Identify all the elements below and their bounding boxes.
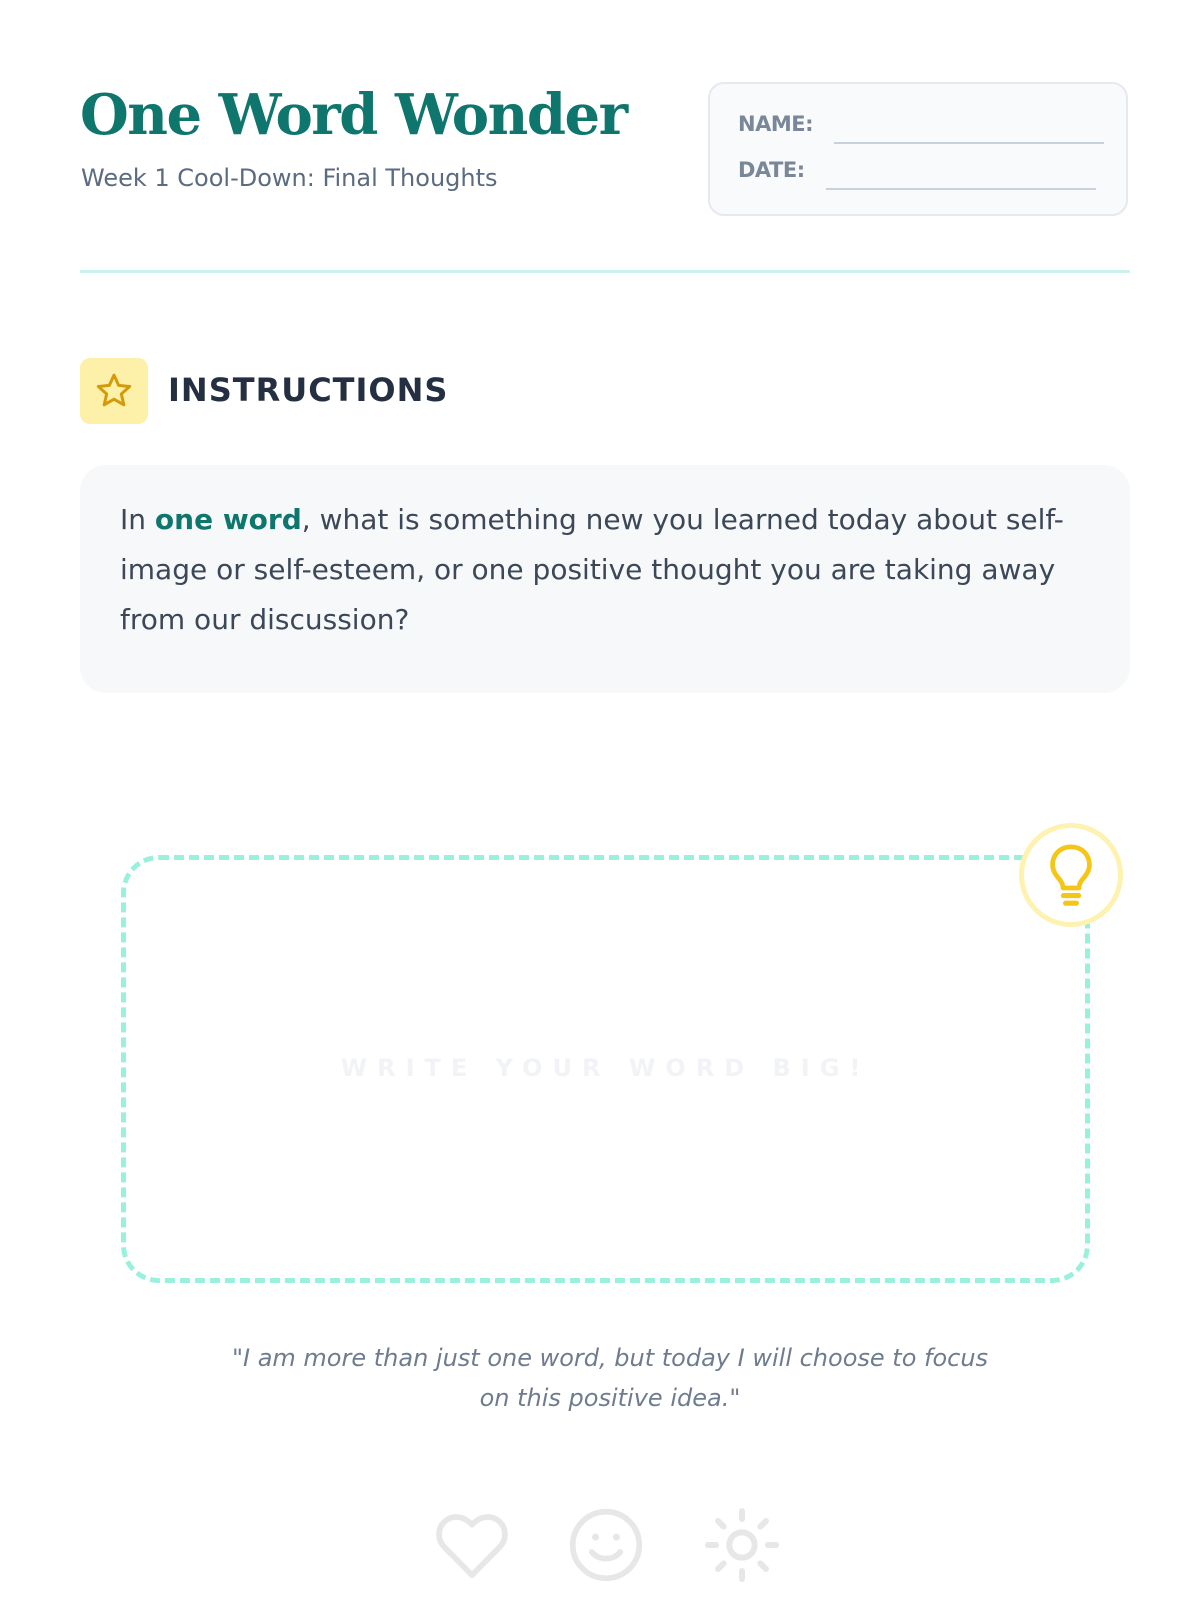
instructions-emphasis: one word [154, 503, 302, 536]
name-field[interactable] [834, 142, 1104, 144]
instructions-text-before: In [120, 503, 155, 536]
heart-icon [434, 1510, 510, 1580]
lightbulb-icon [1045, 842, 1097, 908]
lightbulb-badge [1019, 823, 1123, 927]
sun-icon [702, 1505, 782, 1585]
name-date-box [708, 82, 1128, 216]
instructions-text-after: , what is something new you learned today about self-image or self-esteem, or one positive thought you are taking away from our discussion? [120, 503, 1064, 636]
answer-box[interactable] [121, 855, 1090, 1283]
smile-icon [568, 1507, 644, 1583]
page-subtitle: Week 1 Cool-Down: Final Thoughts [81, 164, 498, 192]
header-divider [80, 270, 1130, 273]
quote-line-2: on this positive idea." [479, 1384, 741, 1412]
star-icon [94, 371, 134, 411]
answer-placeholder: WRITE YOUR WORD BIG! [340, 1054, 871, 1082]
instructions-text [120, 495, 1110, 645]
instructions-badge [80, 358, 148, 424]
instructions-heading: INSTRUCTIONS [168, 371, 449, 409]
date-label: DATE: [738, 158, 805, 182]
closing-quote [180, 1338, 1040, 1418]
quote-line-1: "I am more than just one word, but today I will choose to focus [231, 1344, 989, 1372]
date-field[interactable] [826, 188, 1096, 190]
page-title: One Word Wonder [80, 82, 627, 148]
name-label: NAME: [738, 112, 813, 136]
instructions-card [80, 465, 1130, 693]
